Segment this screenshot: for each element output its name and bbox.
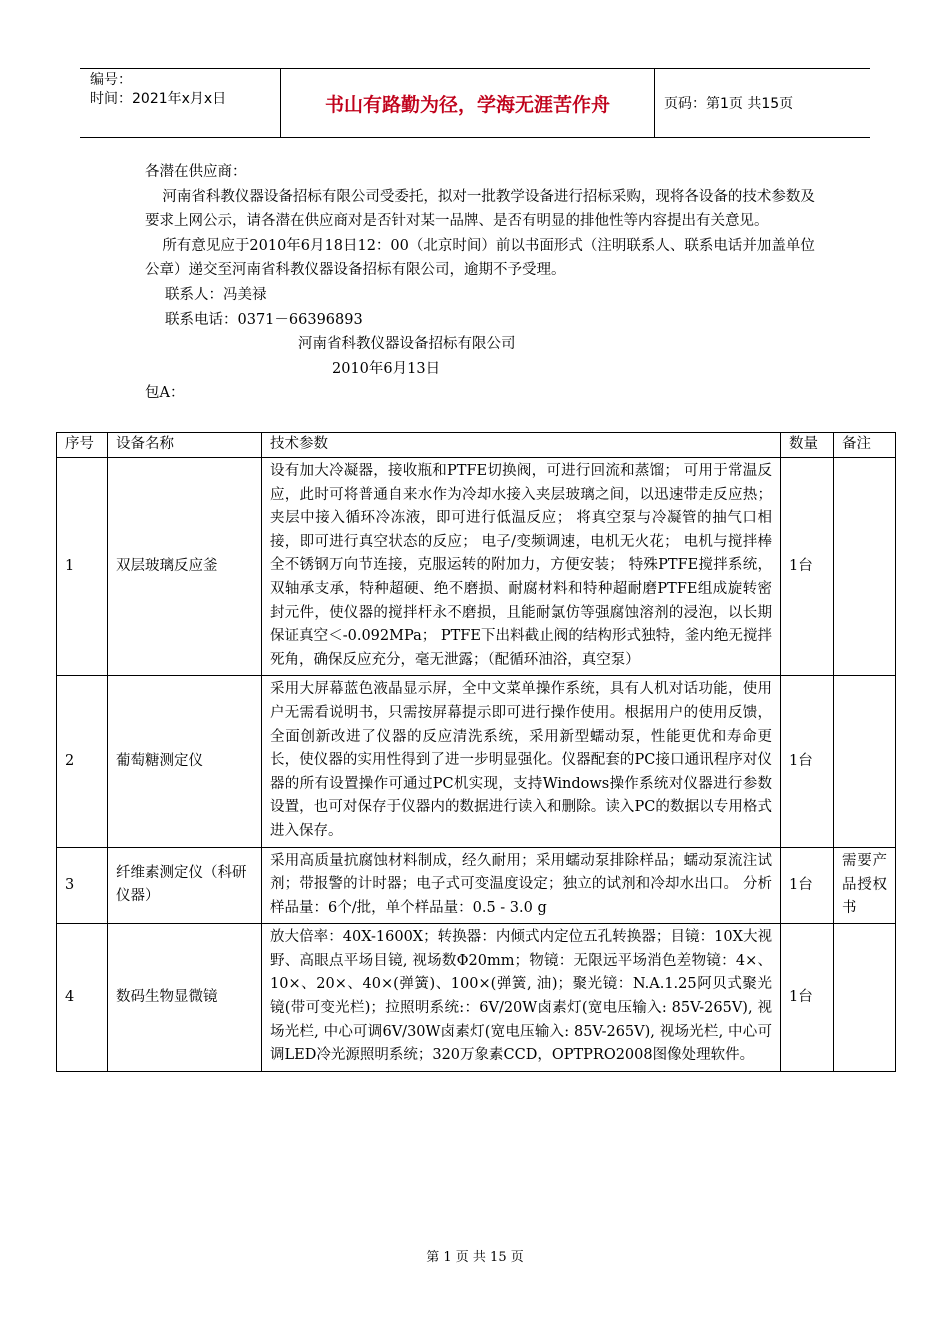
equipment-name: 数码生物显微镜	[108, 924, 262, 1072]
page-footer: 第 1 页 共 15 页	[426, 1250, 524, 1265]
table-row	[57, 458, 896, 676]
equipment-name: 葡萄糖测定仪	[108, 676, 262, 847]
equipment-name: 纤维素测定仪（科研仪器）	[108, 847, 262, 924]
remark	[834, 458, 896, 676]
table-row	[57, 924, 896, 1072]
technical-parameters: 设有加大冷凝器，接收瓶和PTFE切换阀，可进行回流和蒸馏； 可用于常温反应，此时可将普通自来水作为冷却水接入夹层玻璃之间，以迅速带走反应热； 夹层中接入循环冷冻液，即可进行低温反应； 将真空泵与冷凝管的抽气口相接，即可进行真空状态的反应； 电子/变频调速，电机无火花； 电机与搅拌棒全不锈钢万向节连接，克服运转的附加力，方便安装； 特殊PTFE搅拌系统，双轴承支承，特种超硬、绝不磨损、耐腐材料和特种超耐磨PTFE组成旋转密封元件，使仪器的搅拌杆永不磨损，且能耐氯仿等强腐蚀溶剂的浸泡，以长期保证真空＜-0.092MPa； PTFE下出料截止阀的结构形式独特，釜内绝无搅拌死角，确保反应充分，毫无泄露；（配循环油浴，真空泵）	[262, 458, 781, 676]
table-row	[57, 676, 896, 847]
technical-parameters: 采用大屏幕蓝色液晶显示屏，全中文菜单操作系统，具有人机对话功能，使用户无需看说明书，只需按屏幕提示即可进行操作使用。根据用户的使用反馈，全面创新改进了仪器的反应清洗系统，采用新型蠕动泵，性能更优和寿命更长，使仪器的实用性得到了进一步明显强化。仪器配套的PC接口通讯程序对仪器的所有设置操作可通过PC机实现，支持Windows操作系统对仪器进行参数设置，也可对保存于仪器内的数据进行读入和删除。读入PC的数据以专用格式进入保存。	[262, 676, 781, 847]
contact-person: 联系人：冯美禄	[165, 286, 267, 303]
document-time-label: 时间：2021年x月x日	[90, 91, 227, 107]
quantity: 1台	[781, 676, 834, 847]
salutation: 各潜在供应商：	[145, 164, 247, 180]
table-header-row	[57, 433, 896, 458]
quantity: 1台	[781, 924, 834, 1072]
row-number: 4	[57, 924, 108, 1072]
contact-phone: 联系电话：0371－66396893	[165, 311, 363, 328]
header-cell-note: 备注	[834, 433, 896, 458]
organization-signature: 河南省科教仪器设备招标有限公司	[298, 336, 516, 353]
header-motto: 书山有路勤为径，学海无涯苦作舟	[281, 69, 655, 137]
table-row	[57, 847, 896, 924]
notice-letter	[145, 160, 815, 406]
header-cell-tech: 技术参数	[262, 433, 781, 458]
header-page-info: 页码：第1页 共15页	[664, 96, 794, 112]
page-header	[80, 68, 870, 138]
document-number-label: 编号：	[90, 72, 132, 88]
row-number: 3	[57, 847, 108, 924]
equipment-name: 双层玻璃反应釜	[108, 458, 262, 676]
equipment-table	[56, 432, 896, 1072]
quantity: 1台	[781, 458, 834, 676]
header-cell-name: 设备名称	[108, 433, 262, 458]
package-label: 包A：	[145, 385, 185, 402]
technical-parameters: 放大倍率：40X-1600X；转换器：内倾式内定位五孔转换器；目镜：10X大视野、高眼点平场目镜, 视场数Φ20mm；物镜：无限远平场消色差物镜：4×、10×、20×、40×(弹簧)、100×(弹簧, 油)；聚光镜：N.A.1.25阿贝式聚光镜(带可变光栏)；拉照明系统:：6V/20W卤素灯(宽电压输入: 85V-265V), 视场光栏, 中心可调6V/30W卤素灯(宽电压输入: 85V-265V), 视场光栏, 中心可调LED冷光源照明系统；320万象素CCD，OPTPRO2008图像处理软件。	[262, 924, 781, 1072]
row-number: 2	[57, 676, 108, 847]
remark: 需要产品授权书	[834, 847, 896, 924]
quantity: 1台	[781, 847, 834, 924]
signature-date: 2010年6月13日	[332, 360, 441, 377]
header-cell-qty: 数量	[781, 433, 834, 458]
paragraph-intro: 河南省科教仪器设备招标有限公司受委托，拟对一批教学设备进行招标采购，现将各设备的技术参数及要求上网公示，请各潜在供应商对是否针对某一品牌、是否有明显的排他性等内容提出有关意见。	[145, 188, 815, 230]
header-cell-no: 序号	[57, 433, 108, 458]
paragraph-deadline: 所有意见应于2010年6月18日12：00（北京时间）前以书面形式（注明联系人、联系电话并加盖单位公章）递交至河南省科教仪器设备招标有限公司，逾期不予受理。	[145, 237, 815, 279]
row-number: 1	[57, 458, 108, 676]
remark	[834, 924, 896, 1072]
remark	[834, 676, 896, 847]
technical-parameters: 采用高质量抗腐蚀材料制成，经久耐用；采用蠕动泵排除样品；蠕动泵流注试剂；带报警的计时器；电子式可变温度设定；独立的试剂和冷却水出口。 分析样品量：6个/批，单个样品量：0.5 - 3.0 g	[262, 847, 781, 924]
header-meta	[80, 69, 281, 137]
